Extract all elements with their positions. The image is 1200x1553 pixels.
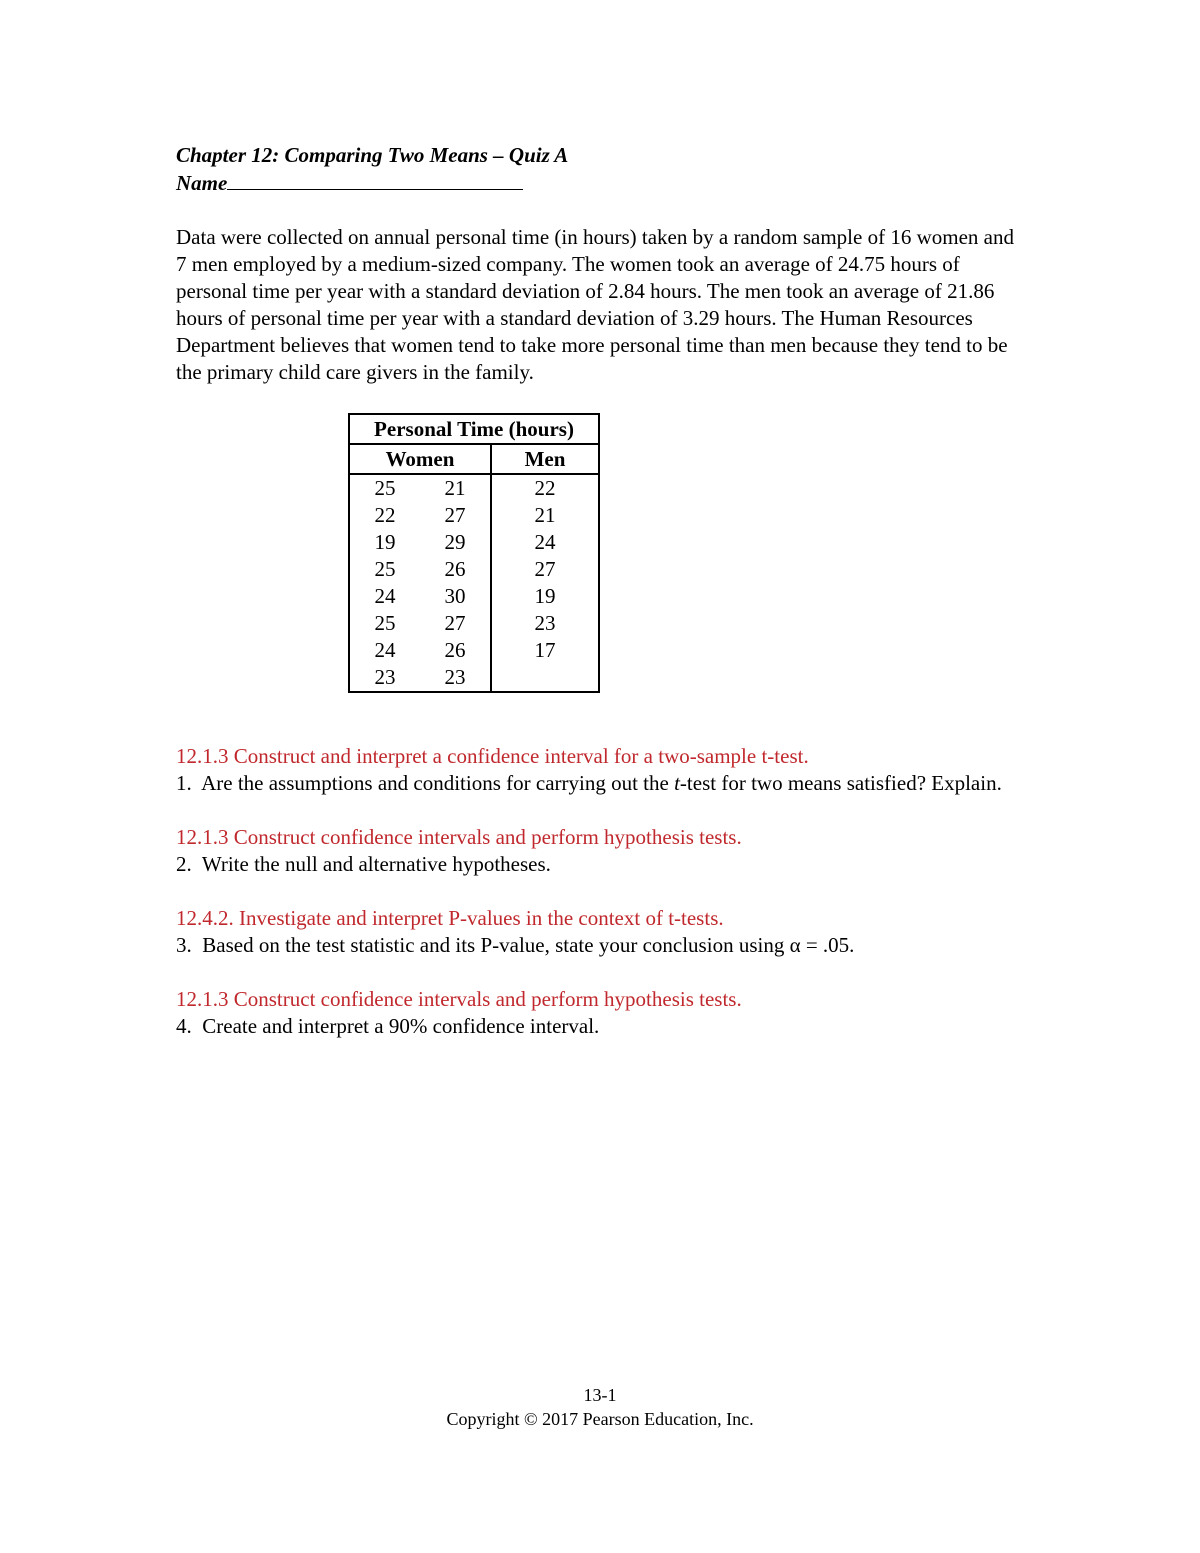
- women-cell: 22: [374, 503, 396, 527]
- women-cell: 26: [444, 557, 466, 581]
- personal-time-table: [348, 413, 600, 693]
- question-3-objective: 12.4.2. Investigate and interpret P-values in the context of t-tests.: [176, 906, 724, 930]
- women-cell: 25: [374, 611, 396, 635]
- table-row: [349, 583, 599, 610]
- question-1-italic-t: t: [674, 771, 680, 795]
- women-cell: 27: [444, 611, 466, 635]
- table-caption: Personal Time (hours): [349, 414, 599, 444]
- question-2-block: [176, 824, 1036, 878]
- question-3-number: 3.: [176, 933, 192, 957]
- name-label: Name: [176, 171, 228, 195]
- men-cell: 19: [491, 583, 599, 610]
- women-cell: 24: [374, 638, 396, 662]
- name-line: [176, 169, 1036, 197]
- question-2-number: 2.: [176, 852, 192, 876]
- question-2-body: Write the null and alternative hypotheses.: [201, 852, 551, 876]
- header-men: Men: [491, 444, 599, 474]
- table-row: [349, 529, 599, 556]
- men-cell: 21: [491, 502, 599, 529]
- question-4-block: [176, 986, 1036, 1040]
- men-cell: 22: [491, 474, 599, 502]
- question-1-text-start: Are the assumptions and conditions for carrying out the: [201, 771, 675, 795]
- table-header-row: [349, 444, 599, 474]
- women-cell: 26: [444, 638, 466, 662]
- men-cell: 24: [491, 529, 599, 556]
- question-4-objective: 12.1.3 Construct confidence intervals and perform hypothesis tests.: [176, 987, 742, 1011]
- question-1-text-end: -test for two means satisfied? Explain.: [679, 771, 1002, 795]
- page-footer: [0, 1383, 1200, 1431]
- women-cell: 23: [374, 665, 396, 689]
- men-cell: 17: [491, 637, 599, 664]
- question-3-block: [176, 905, 1036, 959]
- header-women: Women: [349, 444, 491, 474]
- table-caption-row: [349, 414, 599, 444]
- women-cell: 25: [374, 557, 396, 581]
- question-1-block: [176, 743, 1036, 797]
- quiz-page: [176, 142, 1036, 1040]
- table-row: [349, 474, 599, 502]
- page-title: Chapter 12: Comparing Two Means – Quiz A: [176, 143, 569, 167]
- women-cell: 23: [444, 665, 466, 689]
- women-cell: 24: [374, 584, 396, 608]
- question-3-body: Based on the test statistic and its P-value, state your conclusion using α = .05.: [202, 933, 855, 957]
- question-2-text: [176, 851, 1036, 878]
- table-row: [349, 556, 599, 583]
- question-1-objective: 12.1.3 Construct and interpret a confidence interval for a two-sample t-test.: [176, 744, 809, 768]
- women-cell: 25: [374, 476, 396, 500]
- copyright-notice: Copyright © 2017 Pearson Education, Inc.: [446, 1409, 754, 1429]
- name-blank[interactable]: [227, 169, 523, 190]
- table-row: [349, 637, 599, 664]
- women-cell: 27: [444, 503, 466, 527]
- question-4-number: 4.: [176, 1014, 192, 1038]
- table-row: [349, 502, 599, 529]
- question-1-text: [176, 770, 1036, 797]
- men-cell: 23: [491, 610, 599, 637]
- table-row: [349, 610, 599, 637]
- page-number: 13-1: [583, 1385, 617, 1405]
- question-1-number: 1.: [176, 771, 192, 795]
- intro-paragraph: Data were collected on annual personal time (in hours) taken by a random sample of 16 women and 7 men employed by a medium-sized company. The women took an average of 24.75 hours of personal time per year with a standard deviation of 2.84 hours. The men took an average of 21.86 hours of personal time per year with a standard deviation of 3.29 hours. The Human Resources Department believes that women tend to take more personal time than men because they tend to be the primary child care givers in the family.: [176, 225, 1014, 384]
- table-row: [349, 664, 599, 692]
- women-cell: 30: [444, 584, 466, 608]
- question-4-text: [176, 1013, 1036, 1040]
- question-2-objective: 12.1.3 Construct confidence intervals and perform hypothesis tests.: [176, 825, 742, 849]
- personal-time-table-wrap: [348, 413, 1036, 693]
- question-4-body: Create and interpret a 90% confidence interval.: [202, 1014, 600, 1038]
- question-3-text: [176, 932, 1036, 959]
- men-cell: 27: [491, 556, 599, 583]
- men-cell: [491, 664, 599, 692]
- women-cell: 29: [444, 530, 466, 554]
- women-cell: 19: [374, 530, 396, 554]
- women-cell: 21: [444, 476, 466, 500]
